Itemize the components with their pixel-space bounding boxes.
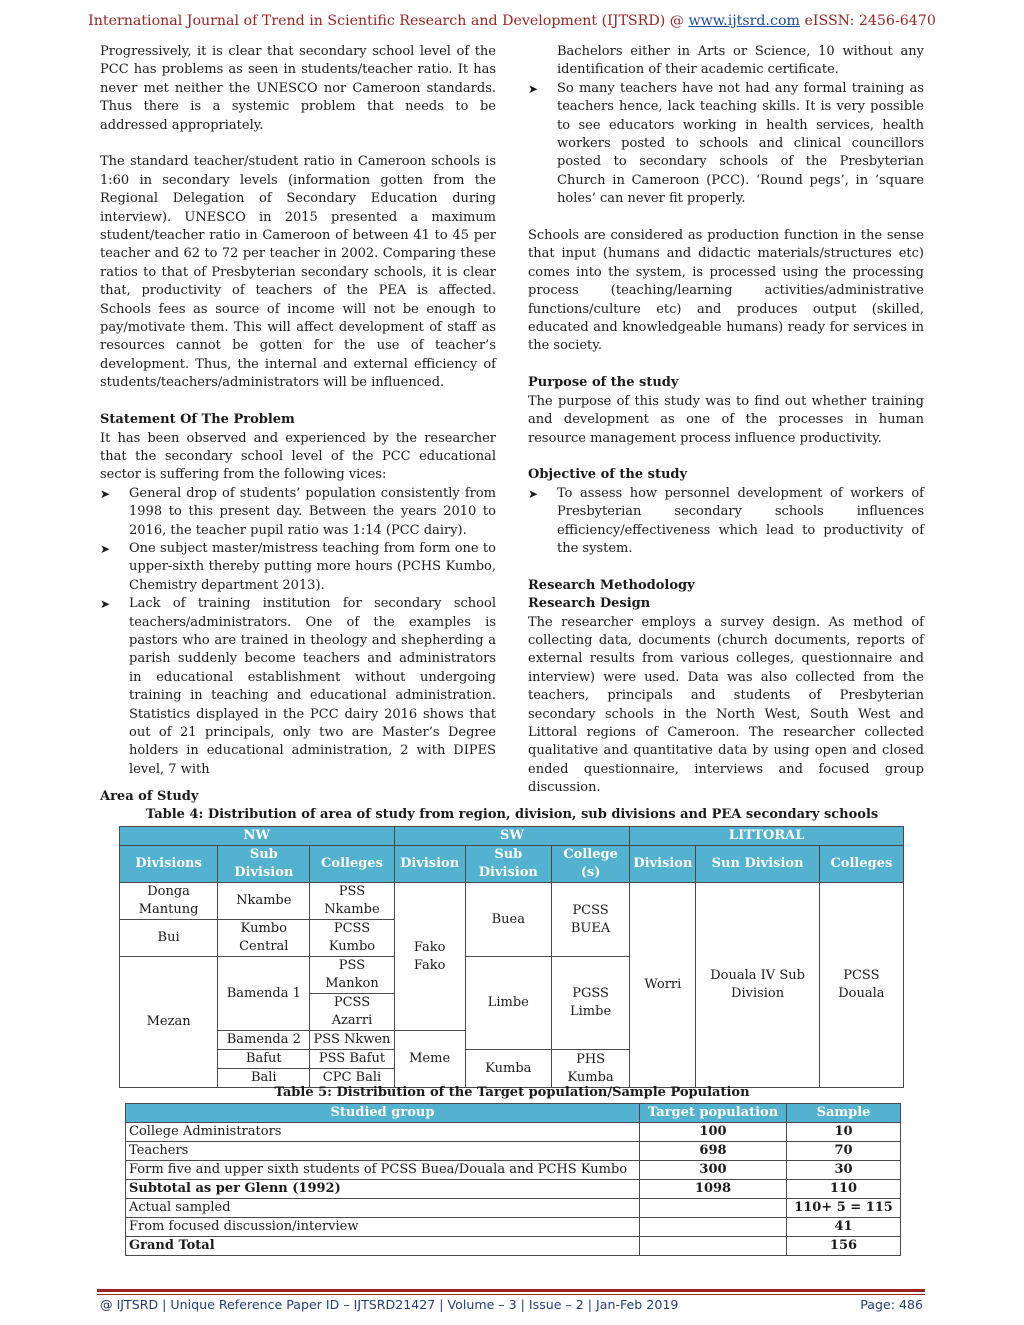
column-header: College (s) xyxy=(551,846,629,883)
table-cell: PCSS BUEA xyxy=(551,883,629,957)
column-header: Sub Division xyxy=(465,846,551,883)
paragraph: The standard teacher/student ratio in Cameroon schools is 1:60 in secondary levels (information gotten from the Regional Delegation of Secondary Education during interview). UNESCO in 2015 presented a maximum student/teacher ratio in Cameroon of between 41 to 45 per teacher and 62 to 72 per teacher in 2002. Comparing these ratios to that of Presbyterian secondary schools, it is clear that, productivity of teachers of the PEA is affected. Schools fees as source of income will not be enough to pay/motivate them. This will affect development of staff as resources cannot be gotten for the use of teacher’s development. Thus, the internal and external efficiency of students/teachers/administrators will be influenced. xyxy=(100,154,496,391)
journal-link[interactable]: www.ijtsrd.com xyxy=(688,13,800,29)
footer-divider xyxy=(97,1294,925,1295)
table-cell: Bafut xyxy=(218,1050,310,1069)
table-cell: Bamenda 2 xyxy=(218,1031,310,1050)
table-cell: Bamenda 1 xyxy=(218,957,310,1031)
left-column xyxy=(100,43,496,779)
section-heading: Objective of the study xyxy=(528,467,688,483)
footer-text: @ IJTSRD | Unique Reference Paper ID – IJTSRD21427 | Volume – 3 | Issue – 2 | Jan-Feb 2019 xyxy=(100,1297,679,1312)
paragraph: Schools are considered as production function in the sense that input (humans and didactic materials/structures etc) comes into the system, is processed using the processing process (teaching/learning activities/administrative functions/culture etc) and produces output (skilled, educated and knowledgeable humans) ready for services in the society. xyxy=(528,228,924,354)
area-of-study-heading: Area of Study xyxy=(100,789,199,804)
table-row: Teachers 698 70 xyxy=(126,1142,901,1161)
table-row: Form five and upper sixth students of PCSS Buea/Douala and PCHS Kumbo 300 30 xyxy=(126,1161,901,1180)
table-row: Grand Total 156 xyxy=(126,1237,901,1256)
column-header: Division xyxy=(630,846,696,883)
table-cell: Bali xyxy=(218,1069,310,1088)
arrow-bullet-icon: ➤ xyxy=(100,486,111,501)
right-column xyxy=(528,43,924,798)
list-item-continuation: Bachelors either in Arts or Science, 10 without any identification of their academic certificate. xyxy=(557,44,924,78)
table-cell: Kumbo Central xyxy=(218,920,310,957)
table-cell: CPC Bali xyxy=(310,1069,394,1088)
table-cell: PGSS Limbe xyxy=(551,957,629,1050)
table-cell: PSS Nkambe xyxy=(310,883,394,920)
region-header: NW xyxy=(120,827,395,846)
header-issn: eISSN: 2456-6470 xyxy=(804,13,936,29)
region-header: SW xyxy=(394,827,630,846)
list-item: ➤ General drop of students’ population consistently from 1998 to this present day. Between the years 2010 to 2016, the teacher pupil ratio was 1:14 (PCC dairy). xyxy=(100,485,496,538)
table-cell: Buea xyxy=(465,883,551,957)
column-header: Sample xyxy=(787,1104,901,1123)
table-row: College Administrators 100 10 xyxy=(126,1123,901,1142)
header-text: International Journal of Trend in Scientific Research and Development (IJTSRD) @ xyxy=(88,13,684,29)
table-cell: PSS Bafut xyxy=(310,1050,394,1069)
list-item: ➤ To assess how personnel development of workers of Presbyterian secondary schools influences efficiency/effectiveness which lead to productivity of the system. xyxy=(528,485,924,556)
table4 xyxy=(119,826,904,1088)
column-header: Colleges xyxy=(310,846,394,883)
table4-caption: Table 4: Distribution of area of study from region, division, sub divisions and PEA secondary schools xyxy=(145,807,879,822)
paragraph: The purpose of this study was to find out whether training and development as one of the processes in human resource management process influence productivity. xyxy=(528,393,924,446)
column-header: Division xyxy=(394,846,465,883)
table-cell: Douala IV Sub Division xyxy=(696,883,819,1088)
table5-caption: Table 5: Distribution of the Target population/Sample Population xyxy=(274,1085,750,1100)
table-cell: Kumba xyxy=(465,1050,551,1088)
column-header: Studied group xyxy=(126,1104,640,1123)
arrow-bullet-icon: ➤ xyxy=(528,81,539,96)
table-cell: Limbe xyxy=(465,957,551,1050)
journal-header xyxy=(0,13,1024,29)
arrow-bullet-icon: ➤ xyxy=(528,486,539,501)
arrow-bullet-icon: ➤ xyxy=(100,541,111,556)
table-cell: Fako Fako xyxy=(394,883,465,1031)
table-cell: PCSS Douala xyxy=(819,883,903,1088)
column-header: Colleges xyxy=(819,846,903,883)
page-number: Page: 486 xyxy=(860,1297,923,1312)
table-cell: Worri xyxy=(630,883,696,1088)
table-cell: Donga Mantung xyxy=(120,883,218,920)
section-heading: Statement Of The Problem xyxy=(100,412,295,428)
column-header: Target population xyxy=(640,1104,787,1123)
table-cell: Meme xyxy=(394,1031,465,1088)
column-header: Sun Division xyxy=(696,846,819,883)
list-item: ➤ Lack of training institution for secondary school teachers/administrators. One of the examples is pastors who are trained in theology and shepherding a parish suddenly become teachers and administrators in educational establishment without undergoing training in teaching and educational administration. Statistics displayed in the PCC dairy 2016 shows that out of 21 principals, only two are Master’s Degree holders in educational administration, 2 with DIPES level, 7 with xyxy=(100,596,496,777)
table-row: Actual sampled 110+ 5 = 115 xyxy=(126,1199,901,1218)
table5 xyxy=(125,1103,901,1256)
table-cell: Nkambe xyxy=(218,883,310,920)
table-cell: Bui xyxy=(120,920,218,957)
table-cell: PCSS Azarri xyxy=(310,994,394,1031)
arrow-bullet-icon: ➤ xyxy=(100,597,111,612)
table-cell: PSS Mankon xyxy=(310,957,394,994)
table-row: From focused discussion/interview 41 xyxy=(126,1218,901,1237)
section-heading: Research Methodology xyxy=(528,577,695,593)
footer-divider xyxy=(97,1289,925,1292)
problem-list xyxy=(100,485,496,780)
column-header: Divisions xyxy=(120,846,218,883)
paragraph: The researcher employs a survey design. As method of collecting data, documents (church documents, reports of external results from various colleges, questionnaire and interview) were used. Data was also collected from the teachers, principals and students of Presbyterian secondary schools in the North West, South West and Littoral regions of Cameroon. The researcher collected qualitative and quantitative data by using open and closed ended questionnaire, interviews and focused group discussion. xyxy=(528,614,924,796)
table-row: Subtotal as per Glenn (1992) 1098 110 xyxy=(126,1180,901,1199)
paragraph: It has been observed and experienced by the researcher that the secondary school level of the PCC educational sector is suffering from the following vices: xyxy=(100,430,496,483)
section-heading: Research Design xyxy=(528,596,651,612)
region-header: LITTORAL xyxy=(630,827,904,846)
section-heading: Purpose of the study xyxy=(528,375,679,391)
column-header: Sub Division xyxy=(218,846,310,883)
paragraph: Progressively, it is clear that secondary school level of the PCC has problems as seen in students/teacher ratio. It has never met neither the UNESCO nor Cameroon standards. Thus there is a systemic problem that needs to be addressed appropriately. xyxy=(100,44,496,133)
list-item: ➤ So many teachers have not had any formal training as teachers hence, lack teaching skills. It is very possible to see educators working in health services, health workers posted to schools and clinical councillors posted to secondary schools of the Presbyterian Church in Cameroon (PCC). ‘Round pegs’, in ‘square holes’ can never fit properly. xyxy=(528,80,924,207)
table-cell: Mezan xyxy=(120,957,218,1088)
list-item: ➤ One subject master/mistress teaching from form one to upper-sixth thereby putting more hours (PCHS Kumbo, Chemistry department 2013). xyxy=(100,540,496,593)
table-cell: PCSS Kumbo xyxy=(310,920,394,957)
table-cell: PSS Nkwen xyxy=(310,1031,394,1050)
page-footer xyxy=(100,1297,923,1312)
table-cell: PHS Kumba xyxy=(551,1050,629,1088)
